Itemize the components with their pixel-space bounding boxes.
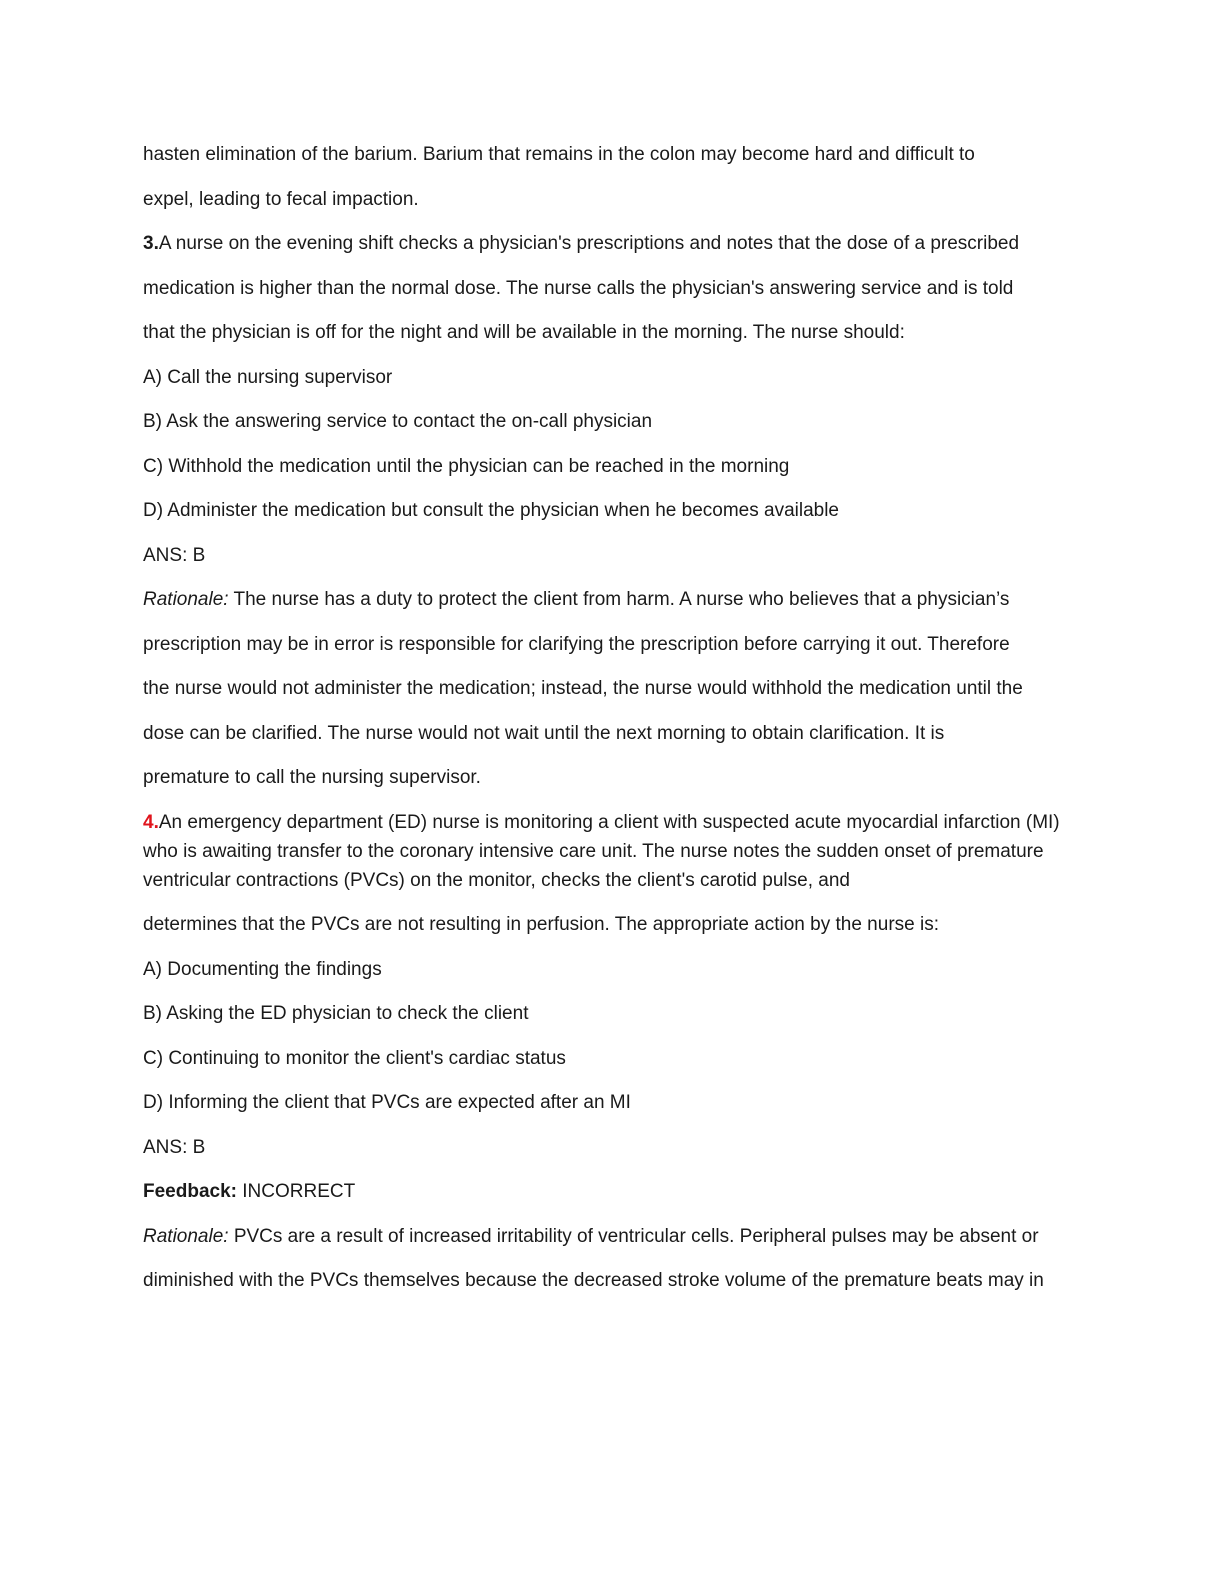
question-4-option-c: C) Continuing to monitor the client's cardiac status bbox=[143, 1047, 566, 1069]
question-4-rationale-label: Rationale: bbox=[143, 1225, 229, 1247]
question-3-rationale-line-5: premature to call the nursing supervisor. bbox=[143, 767, 481, 788]
question-3-rationale-line-1 bbox=[143, 585, 1073, 614]
question-3-answer: ANS: B bbox=[143, 544, 206, 566]
question-3-rationale-text-1: The nurse has a duty to protect the client from harm. A nurse who believes that a physician’s bbox=[228, 589, 1010, 610]
question-3-option-c: C) Withhold the medication until the physician can be reached in the morning bbox=[143, 455, 790, 477]
question-4-option-a: A) Documenting the findings bbox=[143, 958, 382, 980]
question-3-stem-line-3: that the physician is off for the night and will be available in the morning. The nurse should: bbox=[143, 322, 905, 343]
question-4-stem-block bbox=[143, 808, 1073, 895]
question-3-option-b: B) Ask the answering service to contact the on-call physician bbox=[143, 411, 653, 432]
question-3-rationale-line-2: prescription may be in error is responsible for clarifying the prescription before carrying it out. Therefore bbox=[143, 633, 1010, 655]
question-4-option-b: B) Asking the ED physician to check the client bbox=[143, 1003, 529, 1024]
question-3-option-a: A) Call the nursing supervisor bbox=[143, 366, 393, 388]
question-3-rationale-line-4: dose can be clarified. The nurse would not wait until the next morning to obtain clarification. It is bbox=[143, 722, 945, 744]
question-3-option-d: D) Administer the medication but consult the physician when he becomes available bbox=[143, 500, 839, 521]
question-4-feedback bbox=[143, 1177, 1073, 1206]
question-4-stem-line-2: determines that the PVCs are not resulting in perfusion. The appropriate action by the nurse is: bbox=[143, 914, 939, 935]
question-4-rationale-text-1: PVCs are a result of increased irritability of ventricular cells. Peripheral pulses may be absent or bbox=[228, 1225, 1039, 1247]
intro-line-1: hasten elimination of the barium. Barium that remains in the colon may become hard and difficult to bbox=[143, 144, 975, 165]
question-3-stem-line-1 bbox=[143, 229, 1073, 258]
intro-line-2: expel, leading to fecal impaction. bbox=[143, 188, 419, 210]
question-3-rationale-line-3: the nurse would not administer the medication; instead, the nurse would withhold the medication until the bbox=[143, 678, 1023, 699]
question-4-number: 4. bbox=[143, 811, 159, 833]
question-4-answer: ANS: B bbox=[143, 1136, 206, 1158]
question-4-feedback-value: INCORRECT bbox=[236, 1181, 356, 1202]
question-3-rationale-label: Rationale: bbox=[143, 589, 229, 610]
question-3-stem-line-2: medication is higher than the normal dose. The nurse calls the physician's answering service and is told bbox=[143, 277, 1014, 299]
question-4-stem-text: An emergency department (ED) nurse is monitoring a client with suspected acute myocardial infarction (MI) who is awaiting transfer to the coronary intensive care unit. The nurse notes the sudden onset of premature ventricular contractions (PVCs) on the monitor, checks the client's carotid pulse, and bbox=[143, 811, 1060, 891]
question-4-rationale-line-2: diminished with the PVCs themselves because the decreased stroke volume of the premature beats may in bbox=[143, 1270, 1044, 1291]
question-4-option-d: D) Informing the client that PVCs are expected after an MI bbox=[143, 1092, 631, 1113]
question-4-rationale-line-1 bbox=[143, 1222, 1073, 1251]
question-3-stem-text-1: A nurse on the evening shift checks a physician's prescriptions and notes that the dose of a prescribed bbox=[158, 233, 1020, 254]
question-4-feedback-label: Feedback: bbox=[143, 1181, 237, 1202]
document-body bbox=[143, 140, 1073, 1311]
question-3-number: 3. bbox=[143, 233, 159, 254]
